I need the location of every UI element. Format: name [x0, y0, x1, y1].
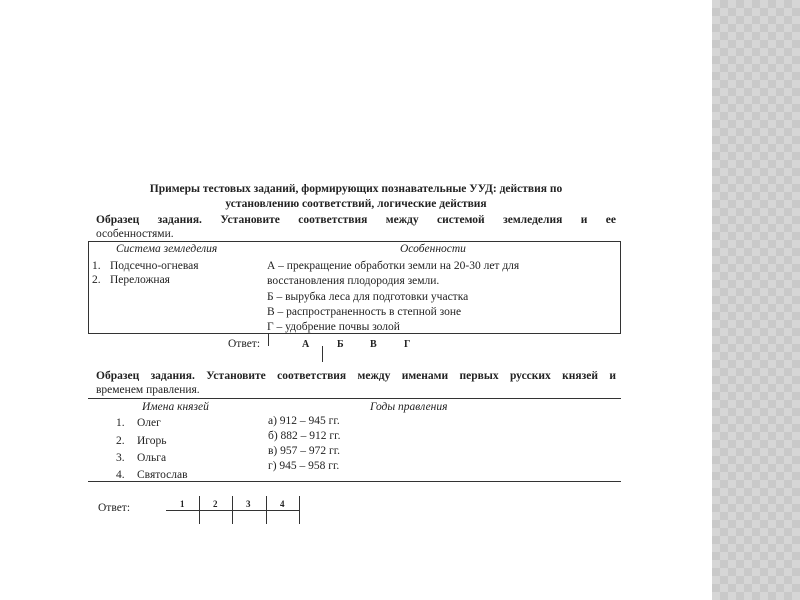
task1-answer-divider-left: [268, 334, 269, 346]
task1-table-right-border: [620, 241, 621, 334]
task2-prince-1-name: Олег: [137, 417, 161, 429]
task1-answer-col-a: А: [302, 339, 310, 350]
task2-answer-col-2: 2: [213, 499, 218, 509]
task2-answer-grid-line-3: [266, 496, 267, 524]
task2-answer-col-4: 4: [280, 499, 285, 509]
task2-prince-2-num: 2.: [116, 435, 125, 447]
task1-answer-col-b: Б: [337, 339, 344, 350]
page-title-line-1: Примеры тестовых заданий, формирующих познавательные УУД: действия по: [149, 183, 563, 195]
task1-col-right-header: Особенности: [400, 243, 466, 255]
task1-col-left-header: Система земледелия: [116, 243, 218, 255]
task1-system-1-num: 1.: [92, 260, 101, 272]
task2-years-v: в) 957 – 972 гг.: [268, 445, 341, 457]
task1-system-2-name: Переложная: [110, 274, 170, 286]
task2-intro-line-2: временем правления.: [96, 384, 200, 396]
task2-years-g: г) 945 – 958 гг.: [268, 460, 340, 472]
task2-prince-1-num: 1.: [116, 417, 125, 429]
task2-table-top-border: [88, 398, 621, 399]
task2-answer-col-1: 1: [180, 499, 185, 509]
task2-years-a: а) 912 – 945 гг.: [268, 415, 340, 427]
task2-prince-4-num: 4.: [116, 469, 125, 481]
page-title-line-2: установлению соответствий, логические действия: [225, 198, 487, 210]
task1-feature-1: А – прекращение обработки земли на 20-30 лет для: [267, 260, 520, 272]
task1-system-1-name: Подсечно-огневая: [110, 260, 199, 272]
task1-answer-cell-divider: [322, 346, 323, 362]
task1-feature-4: Г – удобрение почвы золой: [267, 321, 400, 333]
task1-intro-line-1: Образец задания. Установите соответствия между системой земледелия и ее: [96, 214, 616, 226]
task2-col-left-header: Имена князей: [142, 401, 209, 413]
task2-prince-3-num: 3.: [116, 452, 125, 464]
task1-system-2-num: 2.: [92, 274, 101, 286]
task1-feature-2: Б – вырубка леса для подготовки участка: [267, 291, 469, 303]
task2-answer-col-3: 3: [246, 499, 251, 509]
task2-col-right-header: Годы правления: [370, 401, 448, 413]
task1-feature-3: В – распространенность в степной зоне: [267, 306, 462, 318]
task1-answer-col-g: Г: [404, 339, 411, 350]
task2-years-b: б) 882 – 912 гг.: [268, 430, 341, 442]
task2-answer-grid-line-4: [299, 496, 300, 524]
task2-prince-3-name: Ольга: [137, 452, 167, 464]
task2-answer-label: Ответ:: [98, 502, 131, 514]
task2-intro-line-1: Образец задания. Установите соответствия между именами первых русских князей и: [96, 370, 616, 382]
task1-table-left-border: [88, 241, 89, 334]
task1-feature-1-cont: восстановления плодородия земли.: [267, 275, 440, 287]
task2-prince-2-name: Игорь: [137, 435, 167, 447]
task2-answer-grid-line-1: [199, 496, 200, 524]
task1-answer-label: Ответ:: [228, 338, 261, 350]
task1-answer-col-v: В: [370, 339, 377, 350]
decorative-sidebar: [712, 0, 800, 600]
task2-answer-grid-line-2: [232, 496, 233, 524]
task1-intro-line-2: особенностями.: [96, 228, 174, 240]
task2-prince-4-name: Святослав: [137, 469, 188, 481]
